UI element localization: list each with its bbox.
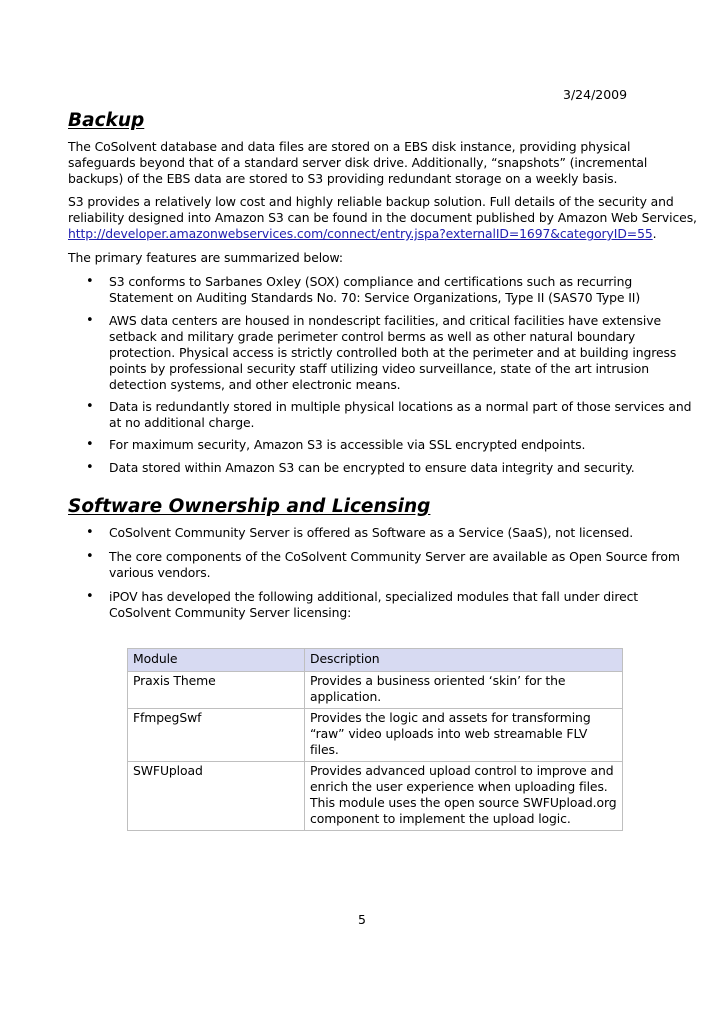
text-line: Provides a business oriented ‘skin’ for the <box>310 673 566 688</box>
backup-paragraph-2 <box>68 194 697 242</box>
bullet-icon: • <box>86 437 94 452</box>
module-cell: Praxis Theme <box>128 672 305 709</box>
bullet-icon: • <box>86 549 94 564</box>
text-line: iPOV has developed the following additional, specialized modules that fall under direct <box>109 589 639 604</box>
text-line: enrich the user experience when uploading files. <box>310 779 608 794</box>
text-line: Data is redundantly stored in multiple physical locations as a normal part of those services and <box>109 399 692 414</box>
licensing-heading: Software Ownership and Licensing <box>68 496 431 517</box>
text-line: application. <box>310 689 382 704</box>
column-header-description: Description <box>305 649 623 672</box>
text-line: S3 conforms to Sarbanes Oxley (SOX) compliance and certifications such as recurring <box>109 274 633 289</box>
bullet-icon: • <box>86 460 94 475</box>
description-cell <box>305 762 623 831</box>
text-line: files. <box>310 742 339 757</box>
header-date: 3/24/2009 <box>563 87 628 102</box>
list-item <box>86 549 680 581</box>
text-line: component to implement the upload logic. <box>310 811 571 826</box>
list-item <box>86 274 640 306</box>
text-line: protection. Physical access is strictly controlled both at the perimeter and at building ingress <box>109 345 677 360</box>
backup-heading: Backup <box>68 110 145 131</box>
text-line: “raw” video uploads into web streamable FLV <box>310 726 588 741</box>
page-number: 5 <box>358 912 366 927</box>
text-line: various vendors. <box>109 565 211 580</box>
bullet-icon: • <box>86 589 94 604</box>
text-line: Provides the logic and assets for transforming <box>310 710 591 725</box>
text-line: backups) of the EBS data are stored to S3 providing redundant storage on a weekly basis. <box>68 171 618 186</box>
text-line: This module uses the open source SWFUpload.org <box>310 795 617 810</box>
aws-document-link[interactable]: http://developer.amazonwebservices.com/connect/entry.jspa?externalID=1697&categoryID=55 <box>68 226 653 241</box>
modules-table <box>127 648 623 831</box>
text-line: setback and military grade perimeter control berms as well as other natural boundary <box>109 329 636 344</box>
link-line <box>68 226 668 242</box>
bullet-icon: • <box>86 399 94 414</box>
table-row <box>128 709 623 762</box>
text-line: For maximum security, Amazon S3 is accessible via SSL encrypted endpoints. <box>109 437 586 452</box>
text-line: reliability designed into Amazon S3 can be found in the document published by Amazon Web Services, <box>68 210 697 225</box>
text-line: Data stored within Amazon S3 can be encrypted to ensure data integrity and security. <box>109 460 635 475</box>
text-line: at no additional charge. <box>109 415 255 430</box>
text-line: detection systems, and other electronic means. <box>109 377 401 392</box>
module-cell: FfmpegSwf <box>128 709 305 762</box>
backup-paragraph-1 <box>68 139 668 187</box>
bullet-icon: • <box>86 274 94 289</box>
text-line: The core components of the CoSolvent Community Server are available as Open Source from <box>109 549 680 564</box>
table-row <box>128 672 623 709</box>
list-item <box>86 589 638 621</box>
text-line: Provides advanced upload control to improve and <box>310 763 614 778</box>
table-header-row <box>128 649 623 672</box>
text-line: S3 provides a relatively low cost and highly reliable backup solution. Full details of the security and <box>68 194 674 209</box>
text-line: Statement on Auditing Standards No. 70: Service Organizations, Type II (SAS70 Type II) <box>109 290 641 305</box>
features-intro: The primary features are summarized below: <box>68 250 343 265</box>
text-line: safeguards beyond that of a standard server disk drive. Additionally, “snapshots” (incremental <box>68 155 648 170</box>
text-line: CoSolvent Community Server licensing: <box>109 605 352 620</box>
description-cell <box>305 672 623 709</box>
bullet-icon: • <box>86 313 94 328</box>
link-suffix: . <box>652 226 657 241</box>
list-item <box>86 399 691 431</box>
bullet-icon: • <box>86 525 94 540</box>
list-item <box>86 313 676 393</box>
text-line: CoSolvent Community Server is offered as Software as a Service (SaaS), not licensed. <box>109 525 634 540</box>
list-item <box>86 525 633 541</box>
text-line: points by professional security staff utilizing video surveillance, state of the art intrusion <box>109 361 649 376</box>
text-line: The CoSolvent database and data files are stored on a EBS disk instance, providing physical <box>68 139 631 154</box>
column-header-module: Module <box>128 649 305 672</box>
list-item <box>86 460 635 476</box>
module-cell: SWFUpload <box>128 762 305 831</box>
description-cell <box>305 709 623 762</box>
text-line: AWS data centers are housed in nondescript facilities, and critical facilities have extensive <box>109 313 661 328</box>
table-row <box>128 762 623 831</box>
list-item <box>86 437 585 453</box>
